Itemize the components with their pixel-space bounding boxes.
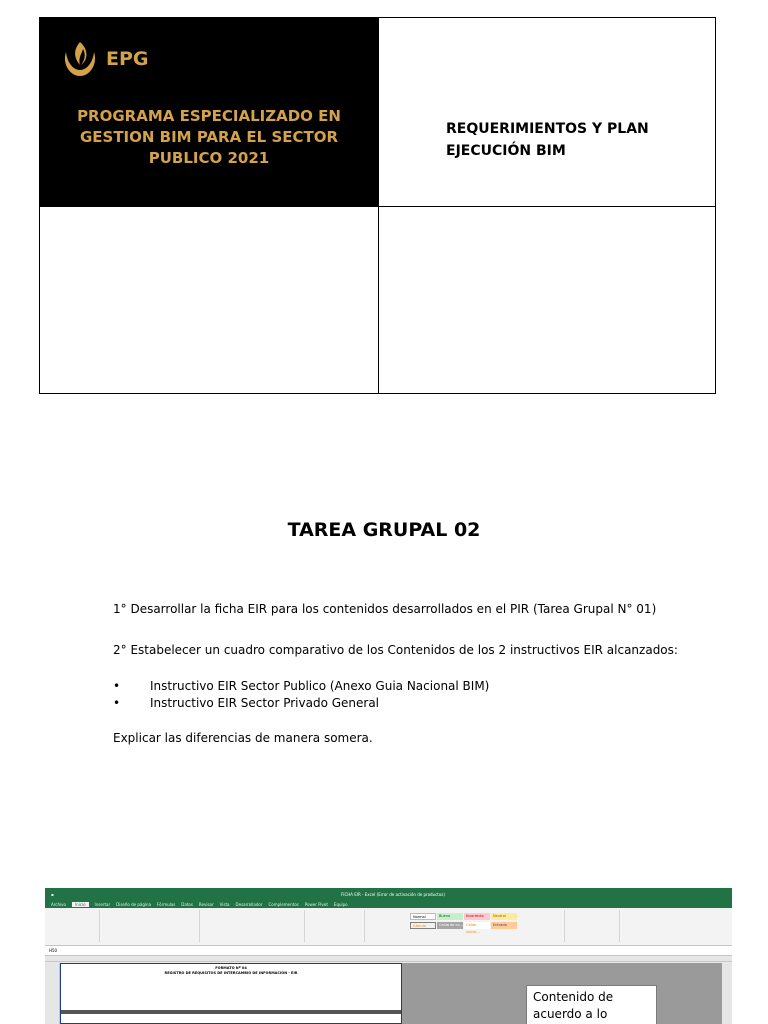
- requirements-title: REQUERIMIENTOS Y PLAN EJECUCIÓN BIM: [446, 121, 649, 159]
- worksheet-page: [60, 963, 402, 1024]
- bullet-icon: •: [113, 679, 121, 693]
- name-box: H50: [49, 948, 58, 953]
- empty-cell-left: [40, 206, 378, 393]
- number-group: [305, 910, 365, 942]
- excel-ribbon: [45, 908, 732, 946]
- ribbon-tab: Fórmulas: [157, 901, 176, 907]
- program-cell: [40, 18, 378, 206]
- ribbon-tab: Equipo: [333, 901, 348, 907]
- editing-group: [620, 910, 732, 942]
- requirements-cell: [378, 18, 715, 206]
- save-icon: ▪: [51, 891, 54, 897]
- bullet-text: Instructivo EIR Sector Publico (Anexo Guia Nacional BIM): [150, 679, 490, 693]
- clipboard-group: [45, 910, 100, 942]
- note-callout: Contenido de acuerdo a lo: [526, 985, 657, 1024]
- program-title: PROGRAMA ESPECIALIZADO EN GESTION BIM PARA EL SECTOR PUBLICO 2021: [77, 107, 341, 167]
- ribbon-tab: Archivo: [51, 901, 66, 907]
- sheet-format-label: FORMATO Nº 04: [215, 966, 247, 970]
- header-table: [39, 17, 716, 394]
- task-item-2: 2° Estabelecer un cuadro comparativo de los Contenidos de los 2 instructivos EIR alcanzados:: [113, 643, 678, 657]
- task-item-1: 1° Desarrollar la ficha EIR para los contenidos desarrollados en el PIR (Tarea Grupal N° 01): [113, 602, 657, 616]
- vertical-scrollbar: [722, 963, 732, 1024]
- task-closing: Explicar las diferencias de manera somera.: [113, 731, 373, 745]
- task-title: TAREA GRUPAL 02: [287, 519, 481, 541]
- bullet-item: [113, 696, 379, 710]
- column-headers: [45, 956, 732, 962]
- row-headers: [45, 963, 60, 1024]
- ribbon-tab: Complementos: [268, 901, 299, 907]
- ribbon-tab: Datos: [181, 901, 193, 907]
- excel-title-bar: [45, 888, 732, 900]
- formula-bar: [45, 946, 732, 956]
- styles-group: Normal Bueno Incorrecto Neutral Cálculo Celda de co... Celda vincul... Entrada: [365, 910, 565, 942]
- ribbon-tab: Diseño de página: [116, 901, 152, 907]
- ribbon-tab: Revisar: [198, 901, 214, 907]
- sheet-title: REGISTRO DE REQUISITOS DE INTERCAMBIO DE INFORMACIÓN - EIR: [164, 971, 298, 975]
- alignment-group: [200, 910, 305, 942]
- excel-window-title: FICHA EIR - Excel (Error de activación de productos): [341, 891, 445, 897]
- empty-cell-right: [378, 206, 715, 393]
- font-group: [100, 910, 200, 942]
- bullet-text: Instructivo EIR Sector Privado General: [150, 696, 380, 710]
- ribbon-tab-active: Inicio: [72, 902, 89, 907]
- ribbon-tab: Insertar: [94, 901, 111, 907]
- bullet-icon: •: [113, 696, 121, 710]
- flame-logo-icon: [60, 38, 100, 80]
- ribbon-tab: Power Pivot: [304, 901, 328, 907]
- ribbon-tab: Vista: [219, 901, 230, 907]
- excel-ribbon-tabs: [45, 900, 732, 908]
- logo-text: EPG: [106, 48, 149, 70]
- bullet-item: [113, 679, 489, 693]
- cells-group: [565, 910, 620, 942]
- epg-logo: [60, 38, 149, 80]
- ribbon-tab: Desarrollador: [235, 901, 263, 907]
- sheet-section-bar: [61, 1010, 401, 1014]
